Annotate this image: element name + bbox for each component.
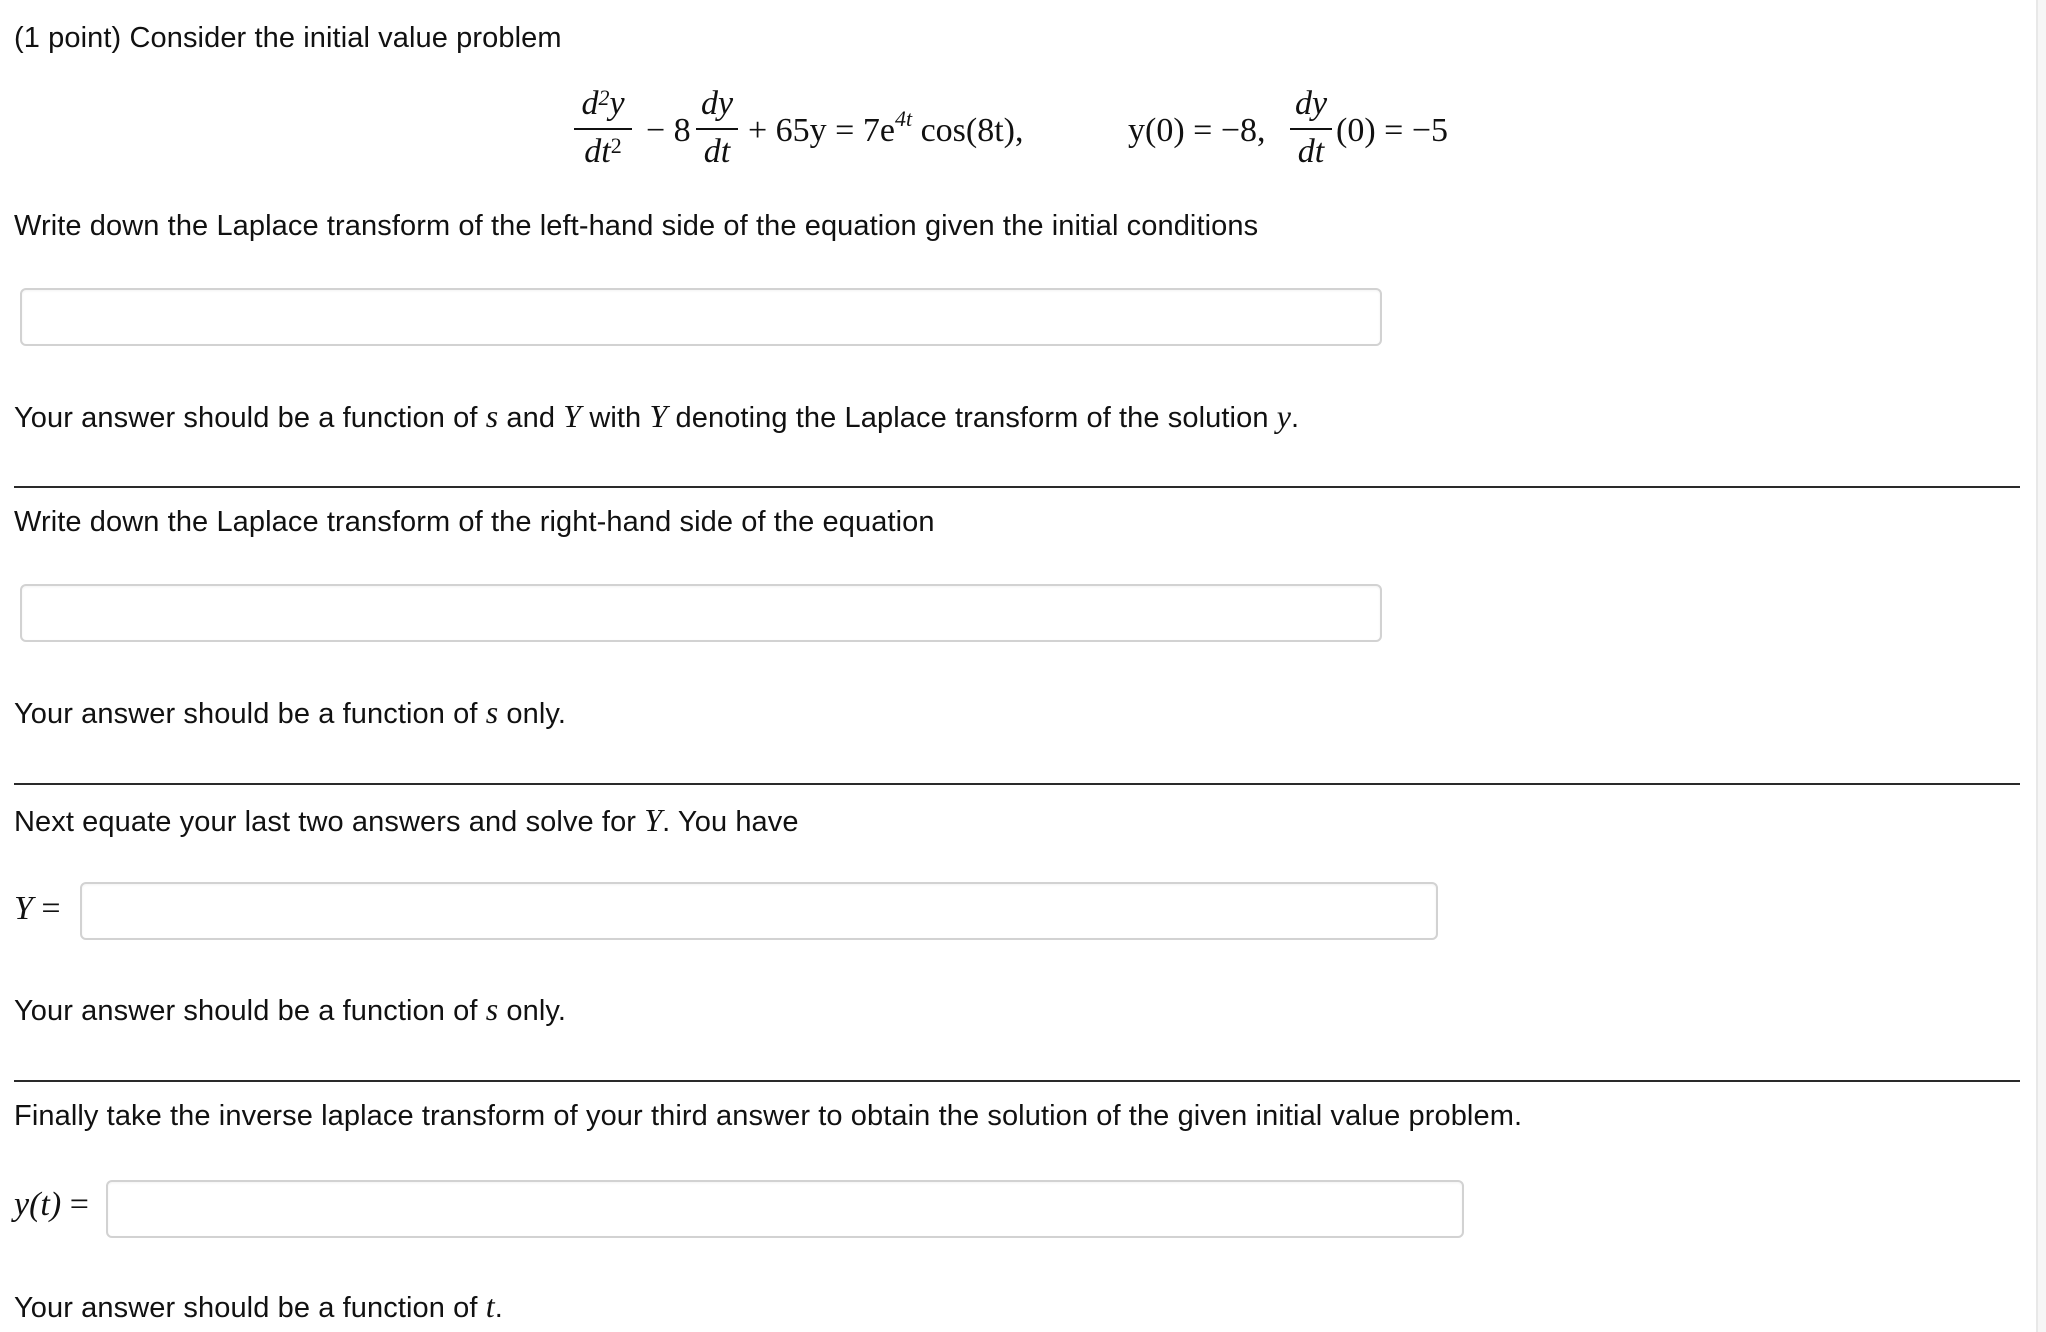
cos-term: cos(8t), [912, 112, 1024, 149]
minus-eight: − 8 [646, 112, 691, 149]
laplace-rhs-input[interactable] [20, 584, 1382, 642]
part1-hint [14, 398, 1299, 435]
d2y-d: d [581, 85, 599, 122]
part1-hint-text-e: . [1291, 402, 1300, 434]
part4-hint [14, 1288, 503, 1325]
y-of-t-label-t: (t) [29, 1186, 62, 1223]
initial-condition-y0: y(0) = −8, [1128, 112, 1266, 149]
part4-hint-text-a: Your answer should be a function of [14, 1292, 486, 1324]
part2-hint [14, 694, 566, 731]
y-of-t-label-eq: = [61, 1186, 89, 1223]
d2y-sup: 2 [598, 85, 610, 110]
ic2-num: dy [1294, 85, 1328, 122]
Y-label-eq: = [32, 890, 61, 927]
part1-hint-y: y [1276, 398, 1292, 434]
part2-hint-s: s [485, 694, 499, 730]
part4-prompt: Finally take the inverse laplace transform of your third answer to obtain the solution of the given initial value problem. [14, 1100, 1523, 1132]
part3-prompt-Y: Y [644, 802, 663, 838]
part3-prompt [14, 802, 799, 839]
first-derivative-fraction [696, 84, 738, 172]
part1-hint-Y: Y [563, 398, 582, 434]
y-of-t-input[interactable] [106, 1180, 1464, 1238]
part4-hint-t: t [485, 1288, 495, 1324]
y-of-t-label-y: y [14, 1186, 30, 1223]
d2y-den-sup: 2 [610, 133, 622, 158]
part2-prompt: Write down the Laplace transform of the right-hand side of the equation [14, 506, 935, 538]
laplace-lhs-input[interactable] [20, 288, 1382, 346]
part3-hint-text-b: only. [498, 995, 567, 1027]
part3-prompt-text-b: . You have [662, 806, 799, 838]
equation-rhs [748, 106, 1024, 150]
second-derivative-fraction [574, 84, 632, 172]
part3-prompt-text-a: Next equate your last two answers and solve for [14, 806, 645, 838]
part1-prompt: Write down the Laplace transform of the left-hand side of the equation given the initial conditions [14, 210, 1259, 242]
part3-hint-text-a: Your answer should be a function of [14, 995, 486, 1027]
part2-hint-text-a: Your answer should be a function of [14, 698, 486, 730]
part1-hint-text-a: Your answer should be a function of [14, 402, 486, 434]
part2-hint-text-b: only. [498, 698, 567, 730]
Y-label [14, 890, 61, 928]
divider-3 [14, 1080, 2020, 1082]
ic2-den: dt [1297, 133, 1325, 170]
divider-2 [14, 783, 2020, 785]
differential-equation [0, 78, 2036, 188]
part4-hint-text-b: . [494, 1292, 503, 1324]
part1-hint-Y2: Y [649, 398, 668, 434]
part3-hint-s: s [485, 991, 499, 1027]
dy-num: dy [700, 85, 734, 122]
Y-solution-input[interactable] [80, 882, 1438, 940]
d2y-y: y [609, 85, 625, 122]
part1-hint-text-b: and [498, 402, 564, 434]
y-of-t-label [14, 1186, 89, 1224]
initial-condition-dy0: (0) = −5 [1336, 112, 1448, 149]
exponent: 4t [894, 106, 913, 131]
part1-hint-text-d: denoting the Laplace transform of the solution [667, 402, 1277, 434]
Y-label-var: Y [14, 890, 33, 927]
d2y-den: dt [584, 133, 611, 170]
part1-hint-text-c: with [581, 402, 650, 434]
problem-header: (1 point) Consider the initial value problem [14, 22, 562, 54]
part1-hint-s: s [485, 398, 499, 434]
divider-1 [14, 486, 2020, 488]
plus-65y: + 65y = 7e [748, 112, 895, 149]
dy-den: dt [703, 133, 731, 170]
part3-hint [14, 991, 566, 1028]
ic-derivative-fraction [1290, 84, 1332, 172]
